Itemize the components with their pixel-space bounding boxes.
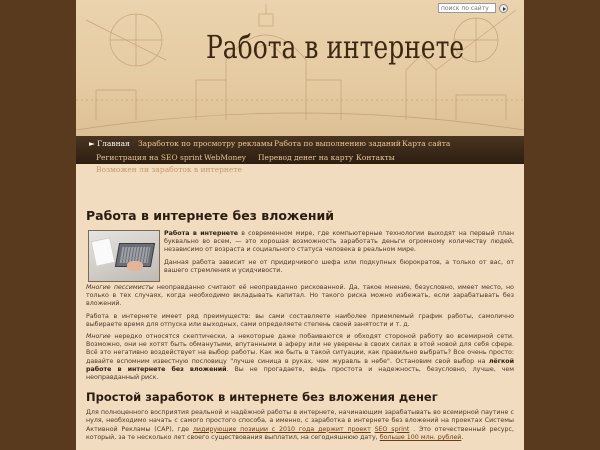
nav-item-sitemap[interactable]: Карта сайта — [402, 139, 451, 148]
simple-text-c: . — [461, 433, 464, 441]
nav-item-seosprint[interactable]: Регистрация на SEO sprint — [96, 153, 203, 162]
intro-text: в современном мире, где компьютерные технологии выходят на первый план буквально во всем, — это хорошая возможность заработать деньги огромному количеству людей, независимо от возраста и социального статуса человека в реальном мире. — [164, 230, 514, 254]
search-input[interactable] — [438, 3, 496, 13]
main-nav — [76, 136, 524, 164]
skeptics-bold: лёгкой работе в интернете без вложений — [86, 357, 514, 373]
article — [86, 208, 514, 446]
article-title: Работа в интернете без вложений — [86, 208, 335, 223]
site-header — [76, 0, 524, 136]
leading-link[interactable]: лидирующие позиции с 2010 года держит проект — [192, 425, 371, 433]
nav-item-card-transfer[interactable]: Перевод денег на карту — [258, 153, 354, 162]
site-title: Работа в интернете — [206, 28, 465, 66]
nav-item-webmoney[interactable]: WebMoney — [204, 153, 247, 162]
skeptics-italic: Многие — [86, 333, 111, 341]
intro-bold: Работа в интернете — [164, 230, 239, 237]
laptop-photo — [88, 230, 160, 282]
pessimists-text: неоправданно считают её неоправданно рискованной. Да, такое мнение, безусловно, имеет место, но только в тех случаях, когда необходимо вкладывать капитал. Но такого риска можно избежать, если зарабатывать без вложений. — [86, 284, 514, 308]
nav-item-home[interactable]: ► Главная — [89, 139, 130, 148]
paragraph-advantages: Работа в интернете имеет ряд преимуществ: вы сами составляете наиболее приемлемый график работы, самолично выбираете время для отпуска или выходных, сами определяете степень своей занятости и т. д. — [86, 312, 514, 328]
paragraph-simple-earning — [86, 409, 514, 442]
paragraph-pessimists — [86, 284, 514, 309]
nav-item-possible-earning[interactable]: Возможен ли заработок в интернете — [96, 165, 242, 174]
simple-text-b: . Это отечественный ресурс, который, за те несколько лет своего существования выплатил, на сегодняшнюю дату, — [86, 425, 514, 441]
simple-text-a: Для полноценного восприятия реальной и надёжной работы в интернете, начинающим зарабатывать во всемирной паутине с нуля, необходимо начать с самого простого способа, а именно, с заработка в интернете без вложений на проектах Системы Активной Рекламы (САР), где — [86, 409, 514, 433]
section-title: Простой заработок в интернете без вложения денег — [86, 390, 438, 405]
city-sketch-background — [76, 0, 524, 136]
paragraph-dependence: Данная работа зависит не от придирчивого шефа или подкупных бюрократов, а только от вас, от вашего стремления и усидчивости. — [164, 258, 514, 274]
nav-item-contacts[interactable]: Контакты — [356, 153, 395, 162]
paragraph-skeptics — [86, 333, 514, 382]
nav-item-tasks[interactable]: Работа по выполнению заданий — [274, 139, 401, 148]
payout-link[interactable]: больше 100 млн. рублей — [379, 433, 462, 441]
nav-item-ads-viewing[interactable]: Заработок по просмотру рекламы — [138, 139, 273, 148]
page — [76, 0, 524, 450]
skeptics-text-a: нередко относятся скептически, а некоторые даже побаиваются и обходят стороной работу во всемирной сети. Возможно, они не хотят быть обманутыми, впутанными в аферу или не уверены в своих силах в этой новой для себя сфере. Всё это негативно воздействует на выбор работы. Как же быть в такой ситуации, как правильно выбрать? Все очень просто: давайте вспомним известную пословицу "лучше синица в руках, чем журавль в небе". Остановим свой выбор на — [86, 333, 514, 365]
search-go-icon[interactable] — [499, 4, 508, 13]
search-box — [438, 3, 508, 13]
skeptics-text-b: . Вы не прогадаете, ведь простота и надежность, безусловно, лучше, чем неоправданный риск. — [86, 365, 514, 382]
pessimists-italic: Многие пессимисты — [86, 284, 154, 291]
seosprint-link[interactable]: SEO sprint — [374, 425, 410, 433]
